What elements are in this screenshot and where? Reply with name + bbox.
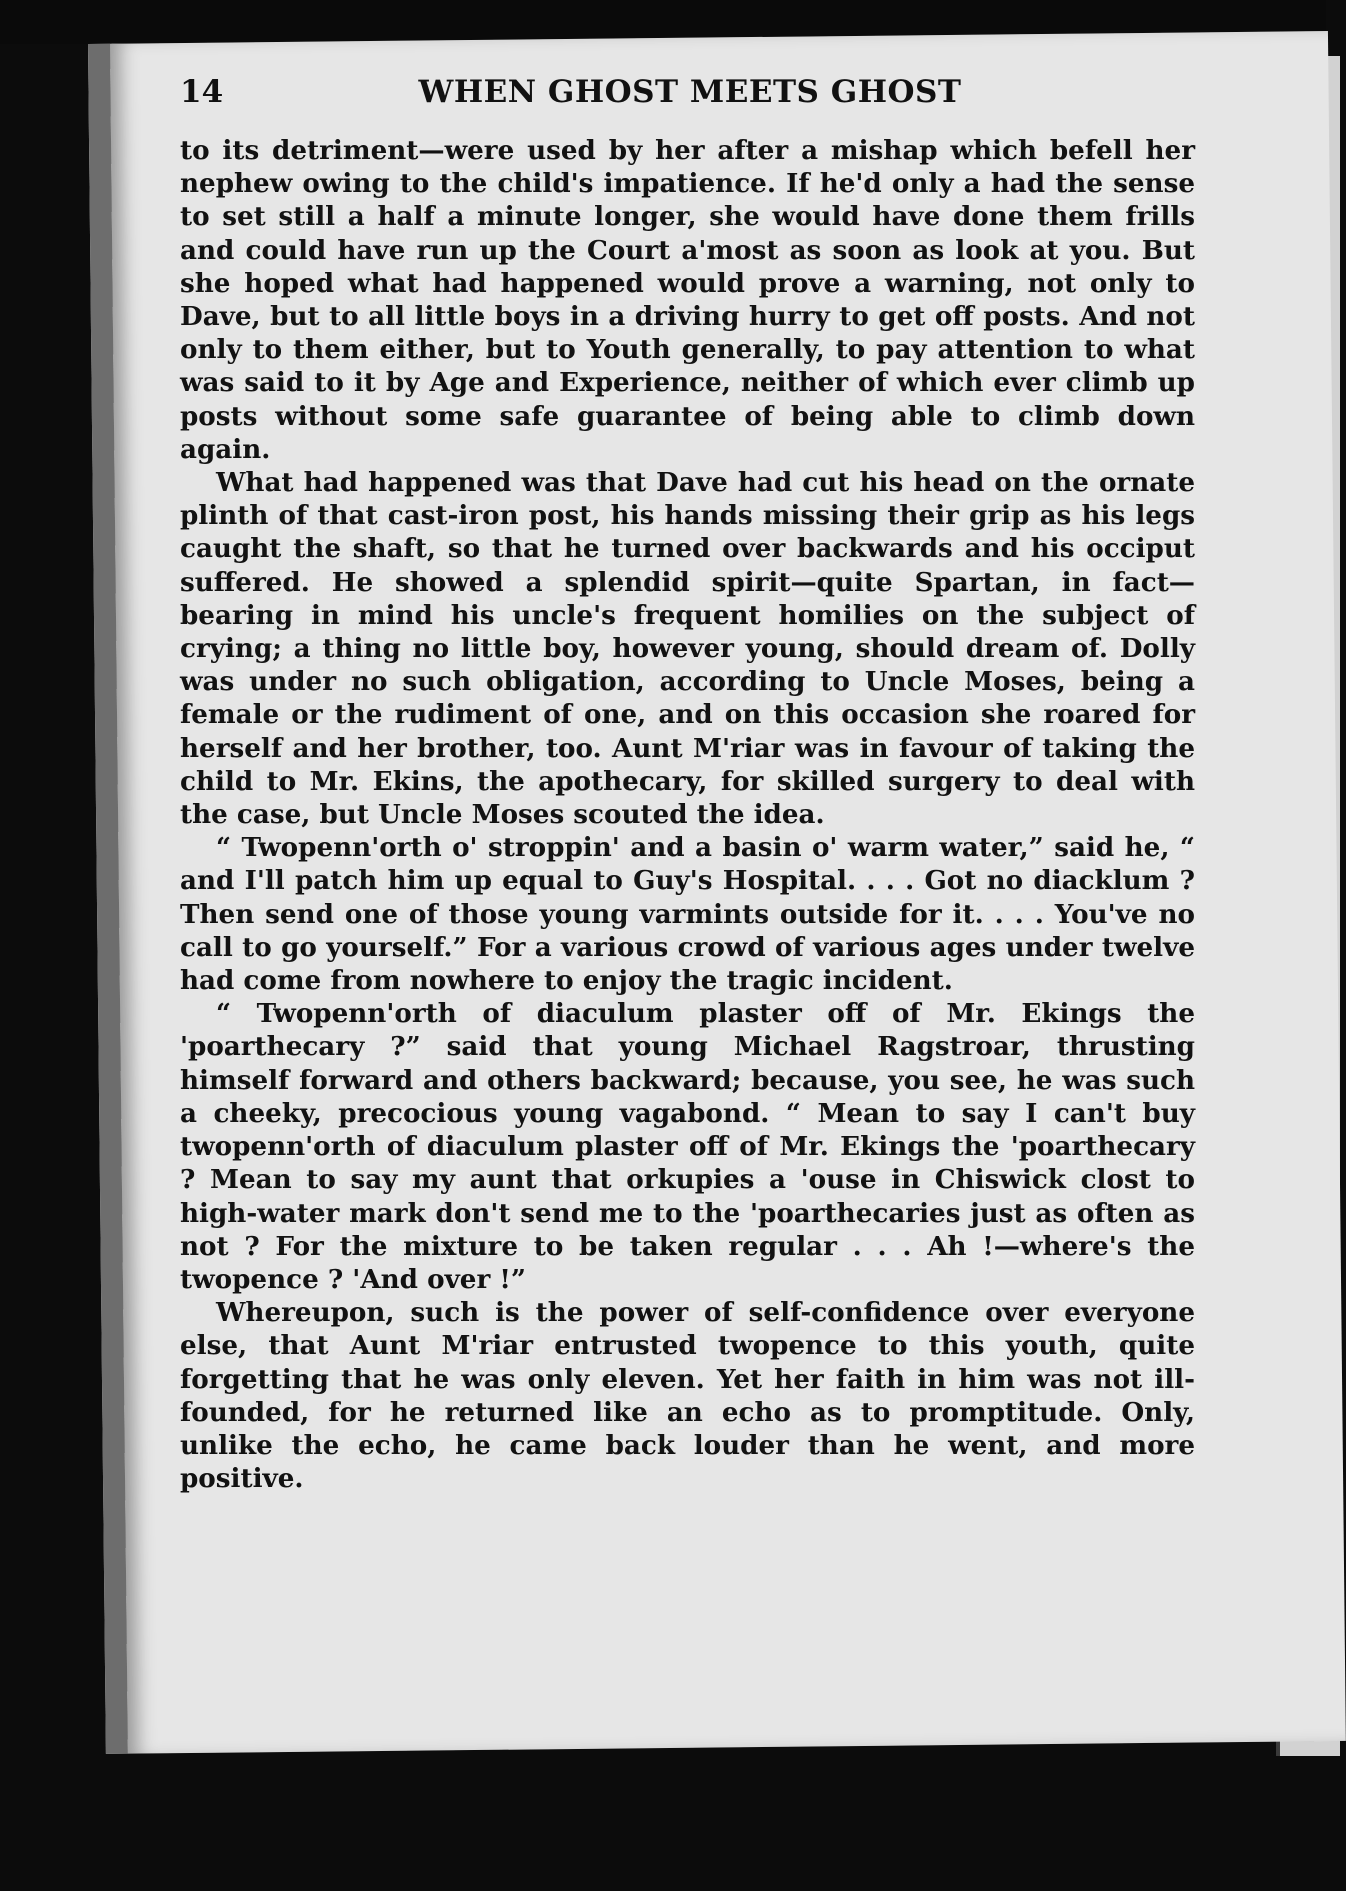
body-text: [180, 134, 1195, 1495]
page-header: [180, 74, 1200, 124]
paragraph: Whereupon, such is the power of self-confidence over everyone else, that Aunt M'riar entrusted twopence to this youth, quite forgetting that he was only eleven. Yet her faith in him was not ill-founded, for he returned like an echo as to promptitude. Only, unlike the echo, he came back louder than he went, and more positive.: [180, 1297, 1195, 1495]
paragraph: “ Twopenn'orth o' stroppin' and a basin o' warm water,” said he, “ and I'll patch him up equal to Guy's Hospital. . . . Got no diacklum ? Then send one of those young varmints outside for it. . . . You've no call to go yourself.” For a various crowd of various ages under twelve had come from nowhere to enjoy the tragic incident.: [180, 832, 1195, 997]
running-title: WHEN GHOST MEETS GHOST: [418, 74, 962, 110]
paragraph: “ Twopenn'orth of diaculum plaster off of Mr. Ekings the 'poarthecary ?” said that young Michael Ragstroar, thrusting himself forward and others backward; because, you see, he was such a cheeky, precocious young vagabond. “ Mean to say I can't buy twopenn'orth of diaculum plaster off of Mr. Ekings the 'poarthecary ? Mean to say my aunt that orkupies a 'ouse in Chiswick clost to high-water mark don't send me to the 'poarthecaries just as often as not ? For the mixture to be taken regular . . . Ah !—where's the twopence ? 'And over !”: [180, 998, 1195, 1295]
page-number: 14: [180, 74, 224, 110]
paragraph: What had happened was that Dave had cut his head on the ornate plinth of that cast-iron post, his hands missing their grip as his legs caught the shaft, so that he turned over backwards and his occiput suffered. He showed a splendid spirit—quite Spartan, in fact—bearing in mind his uncle's frequent homilies on the subject of crying; a thing no little boy, however young, should dream of. Dolly was under no such obligation, according to Uncle Moses, being a female or the rudiment of one, and on this occasion she roared for herself and her brother, too. Aunt M'riar was in favour of taking the child to Mr. Ekins, the apothecary, for skilled surgery to deal with the case, but Uncle Moses scouted the idea.: [180, 467, 1195, 831]
paragraph: to its detriment—were used by her after a mishap which befell her nephew owing to the child's impatience. If he'd only a had the sense to set still a half a minute longer, she would have done them frills and could have run up the Court a'most as soon as look at you. But she hoped what had happened would prove a warning, not only to Dave, but to all little boys in a driving hurry to get off posts. And not only to them either, but to Youth generally, to pay attention to what was said to it by Age and Experience, neither of which ever climb up posts without some safe guarantee of being able to climb down again.: [180, 135, 1195, 465]
